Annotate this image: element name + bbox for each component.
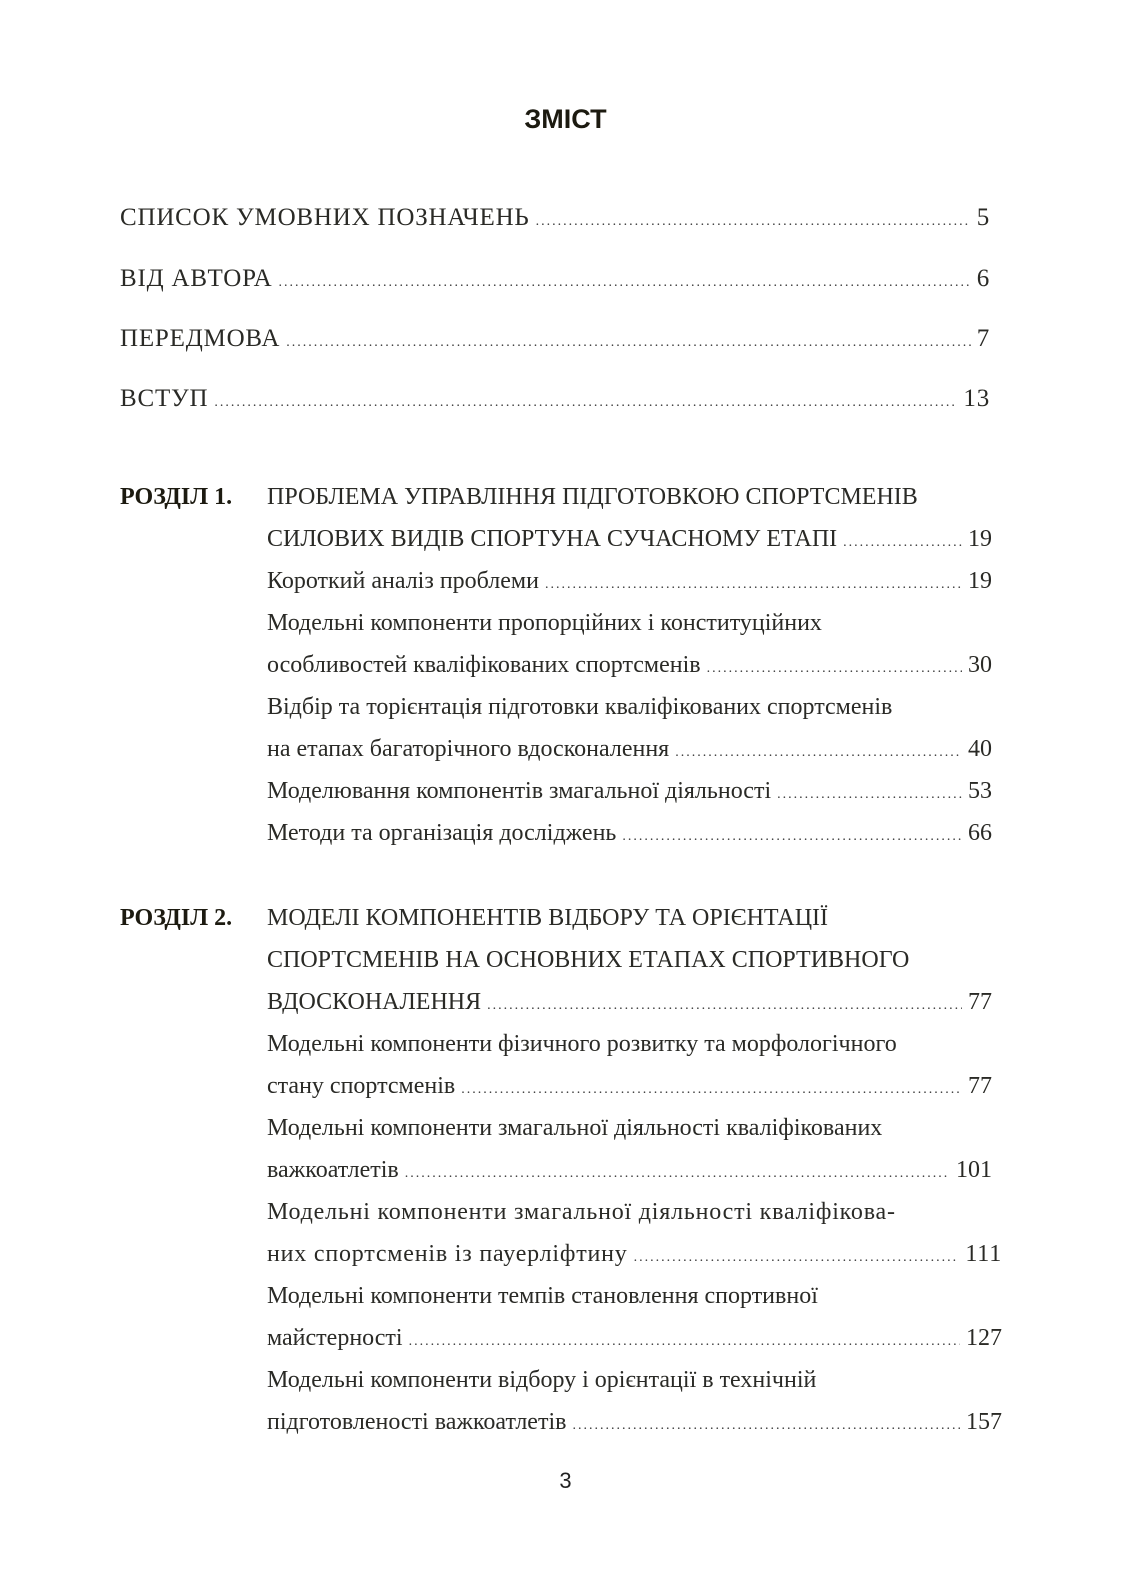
toc-entry-page: 77 xyxy=(968,1073,992,1099)
toc-entry-page: 5 xyxy=(976,204,990,231)
toc-entry-label: підготовленості важкоатлетів xyxy=(267,1409,567,1435)
toc-entry-page: 66 xyxy=(968,820,992,846)
dot-leader xyxy=(536,207,971,237)
toc-entry-page: 101 xyxy=(956,1157,992,1183)
toc-entry-page: 53 xyxy=(968,778,992,804)
toc-entry-label: СПИСОК УМОВНИХ ПОЗНАЧЕНЬ xyxy=(120,204,530,231)
toc-entry-label: СИЛОВИХ ВИДІВ СПОРТУНА СУЧАСНОМУ ЕТАПІ xyxy=(267,526,838,552)
dot-leader xyxy=(278,268,970,298)
toc-entry-page: 30 xyxy=(968,652,992,678)
toc-entry-label: Короткий аналіз проблеми xyxy=(267,568,539,594)
dot-leader xyxy=(405,1159,950,1189)
toc-entry-page: 157 xyxy=(966,1409,1002,1435)
dot-leader xyxy=(214,388,957,418)
toc-entry-label: Методи та організація досліджень xyxy=(267,820,617,846)
toc-entry-label: них спортсменів із пауерліфтину xyxy=(267,1241,628,1267)
toc-entry-page: 19 xyxy=(968,526,992,552)
section-1-title-line-2[interactable] xyxy=(267,524,992,558)
toc-entry-page: 19 xyxy=(968,568,992,594)
dot-leader xyxy=(487,991,962,1021)
toc-entry-page: 77 xyxy=(968,989,992,1015)
toc-entry-1-5[interactable] xyxy=(267,818,992,852)
toc-entry-2-3-line-1[interactable]: Модельні компоненти змагальної діяльності кваліфікова- xyxy=(267,1199,896,1225)
toc-entry-1-4[interactable] xyxy=(267,776,992,810)
toc-entry-from-author[interactable] xyxy=(120,264,990,298)
toc-entry-label: ВІД АВТОРА xyxy=(120,265,273,292)
dot-leader xyxy=(409,1327,960,1357)
section-1-label: РОЗДІЛ 1. xyxy=(120,484,233,510)
section-2-title-line-1[interactable]: МОДЕЛІ КОМПОНЕНТІВ ВІДБОРУ ТА ОРІЄНТАЦІЇ xyxy=(267,905,829,931)
toc-entry-1-3[interactable] xyxy=(267,734,992,768)
toc-entry-label: ВСТУП xyxy=(120,385,209,412)
toc-entry-page: 6 xyxy=(976,265,990,292)
toc-entry-page: 111 xyxy=(965,1241,1002,1267)
toc-entry-1-2[interactable] xyxy=(267,650,992,684)
toc-entry-2-1-line-1[interactable]: Модельні компоненти фізичного розвитку та морфологічного xyxy=(267,1031,897,1057)
page-number: 3 xyxy=(559,1468,572,1493)
toc-entry-1-1[interactable] xyxy=(267,566,992,600)
toc-entry-label: ВДОСКОНАЛЕННЯ xyxy=(267,989,482,1015)
dot-leader xyxy=(675,738,962,768)
toc-entry-label: Моделювання компонентів змагальної діяльності xyxy=(267,778,772,804)
toc-entry-label: на етапах багаторічного вдосконалення xyxy=(267,736,670,762)
toc-entry-preface[interactable] xyxy=(120,324,990,358)
toc-entry-2-1[interactable] xyxy=(267,1071,992,1105)
toc-entry-1-3-line-1[interactable]: Відбір та торієнтація підготовки кваліфікованих спортсменів xyxy=(267,694,893,720)
dot-leader xyxy=(777,780,962,810)
toc-entry-1-2-line-1[interactable]: Модельні компоненти пропорційних і конституційних xyxy=(267,610,822,636)
toc-entry-abbreviations[interactable] xyxy=(120,203,990,237)
toc-entry-2-5[interactable] xyxy=(267,1407,1002,1441)
dot-leader xyxy=(572,1411,960,1441)
dot-leader xyxy=(634,1243,960,1273)
toc-entry-page: 40 xyxy=(968,736,992,762)
section-2-label: РОЗДІЛ 2. xyxy=(120,905,233,931)
dot-leader xyxy=(707,654,962,684)
dot-leader xyxy=(286,328,970,358)
toc-entry-2-2-line-1[interactable]: Модельні компоненти змагальної діяльності кваліфікованих xyxy=(267,1115,883,1141)
toc-entry-label: особливостей кваліфікованих спортсменів xyxy=(267,652,701,678)
toc-entry-2-3[interactable] xyxy=(267,1239,1002,1273)
dot-leader xyxy=(843,528,962,558)
toc-entry-2-4-line-1[interactable]: Модельні компоненти темпів становлення спортивної xyxy=(267,1283,818,1309)
page-title: ЗМІСТ xyxy=(524,104,607,134)
toc-entry-label: ПЕРЕДМОВА xyxy=(120,325,281,352)
section-1-title-line-1[interactable]: ПРОБЛЕМА УПРАВЛІННЯ ПІДГОТОВКОЮ СПОРТСМЕНІВ xyxy=(267,484,918,510)
section-2-title-line-3[interactable] xyxy=(267,987,992,1021)
toc-entry-2-5-line-1[interactable]: Модельні компоненти відбору і орієнтації в технічній xyxy=(267,1367,817,1393)
toc-entry-label: майстерності xyxy=(267,1325,403,1351)
dot-leader xyxy=(461,1075,962,1105)
toc-entry-label: стану спортсменів xyxy=(267,1073,456,1099)
toc-entry-2-4[interactable] xyxy=(267,1323,1002,1357)
toc-entry-introduction[interactable] xyxy=(120,384,990,418)
toc-entry-page: 127 xyxy=(966,1325,1002,1351)
toc-entry-2-2[interactable] xyxy=(267,1155,992,1189)
toc-entry-label: важкоатлетів xyxy=(267,1157,399,1183)
dot-leader xyxy=(622,822,962,852)
toc-entry-page: 7 xyxy=(976,325,990,352)
toc-entry-page: 13 xyxy=(963,385,990,412)
section-2-title-line-2[interactable]: СПОРТСМЕНІВ НА ОСНОВНИХ ЕТАПАХ СПОРТИВНОГО xyxy=(267,947,910,973)
dot-leader xyxy=(545,570,962,600)
